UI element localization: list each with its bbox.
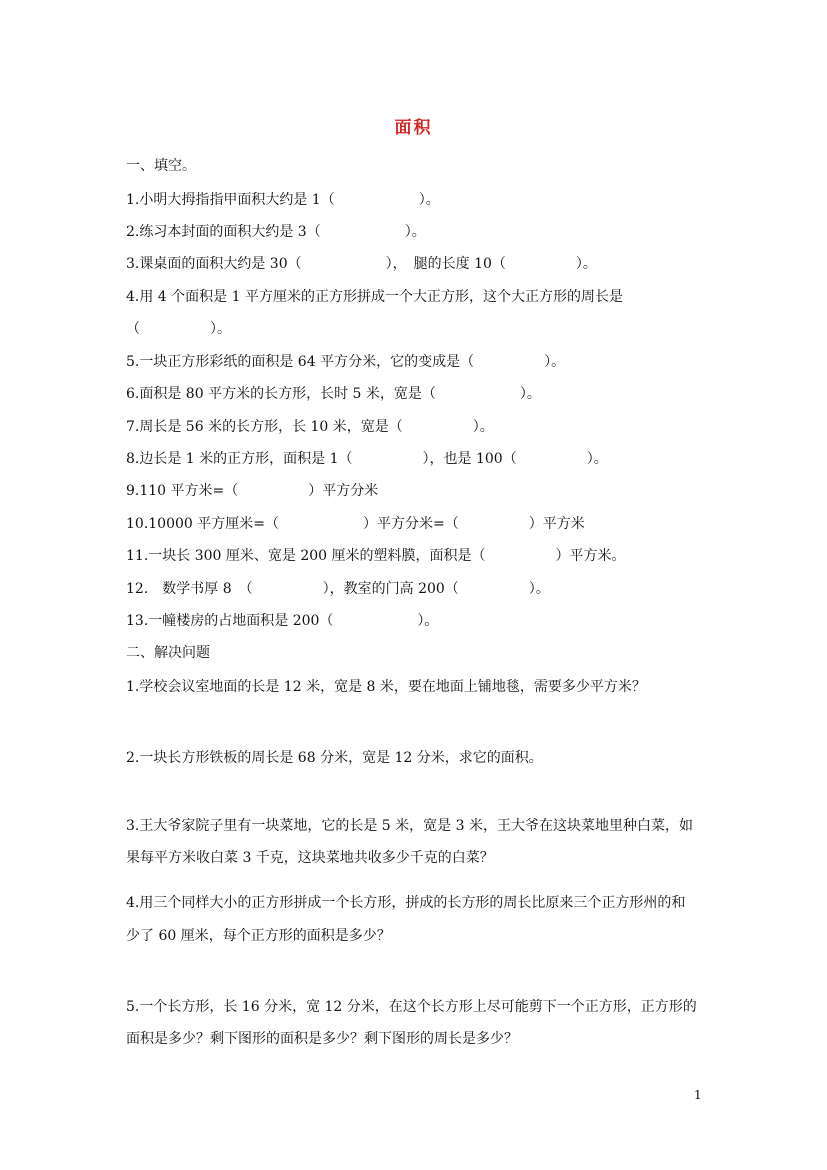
- fill-blank-item: 7.周长是 56 米的长方形，长 10 米，宽是（ ）。: [126, 419, 494, 435]
- problem-item: 面积是多少？剩下图形的面积是多少？剩下图形的周长是多少？: [126, 1031, 518, 1047]
- fill-blank-item: 10.10000 平方厘米=（ ）平方分米=（ ）平方米: [126, 516, 585, 532]
- problem-item: 3.王大爷家院子里有一块菜地，它的长是 5 米，宽是 3 米，王大爷在这块菜地里种白菜，如: [126, 818, 693, 834]
- fill-blank-item: 8.边长是 1 米的正方形，面积是 1（ ），也是 100（ ）。: [126, 451, 608, 467]
- fill-blank-item: （ ）。: [126, 321, 231, 337]
- fill-blank-item: 5.一块正方形彩纸的面积是 64 平方分米，它的变成是（ ）。: [126, 354, 566, 370]
- problem-item: 少了 60 厘米，每个正方形的面积是多少？: [126, 928, 391, 944]
- fill-blank-item: 11.一块长 300 厘米、宽是 200 厘米的塑料膜，面积是（ ）平方米。: [126, 548, 626, 564]
- fill-blank-item: 12. 数学书厚 8 （ ），教室的门高 200（ ）。: [126, 581, 550, 597]
- fill-blank-item: 9.110 平方米=（ ）平方分米: [126, 483, 379, 499]
- fill-blank-item: 2.练习本封面的面积大约是 3（ ）。: [126, 224, 426, 240]
- fill-blank-item: 6.面积是 80 平方米的长方形，长时 5 米，宽是（ ）。: [126, 386, 541, 402]
- section-heading-fill-blank: 一、填空。: [126, 158, 196, 174]
- problem-item: 5.一个长方形，长 16 分米，宽 12 分米，在这个长方形上尽可能剪下一个正方形，正方形的: [126, 999, 697, 1015]
- problem-item: 1.学校会议室地面的长是 12 米，宽是 8 米，要在地面上铺地毯，需要多少平方米？: [126, 679, 646, 695]
- fill-blank-item: 3.课桌面的面积大约是 30（ ）， 腿的长度 10（ ）。: [126, 256, 597, 272]
- page-number: 1: [694, 1088, 702, 1102]
- section-heading-problems: 二、解决问题: [126, 645, 210, 661]
- fill-blank-item: 13.一幢楼房的占地面积是 200（ ）。: [126, 613, 439, 629]
- fill-blank-item: 4.用 4 个面积是 1 平方厘米的正方形拼成一个大正方形，这个大正方形的周长是: [126, 289, 623, 305]
- fill-blank-item: 1.小明大拇指指甲面积大约是 1（ ）。: [126, 192, 440, 208]
- page-title: 面积: [394, 118, 433, 138]
- problem-item: 4.用三个同样大小的正方形拼成一个长方形，拼成的长方形的周长比原来三个正方形州的和: [126, 895, 686, 911]
- problem-item: 果每平方米收白菜 3 千克，这块菜地共收多少千克的白菜？: [126, 850, 494, 866]
- problem-item: 2.一块长方形铁板的周长是 68 分米，宽是 12 分米，求它的面积。: [126, 750, 543, 766]
